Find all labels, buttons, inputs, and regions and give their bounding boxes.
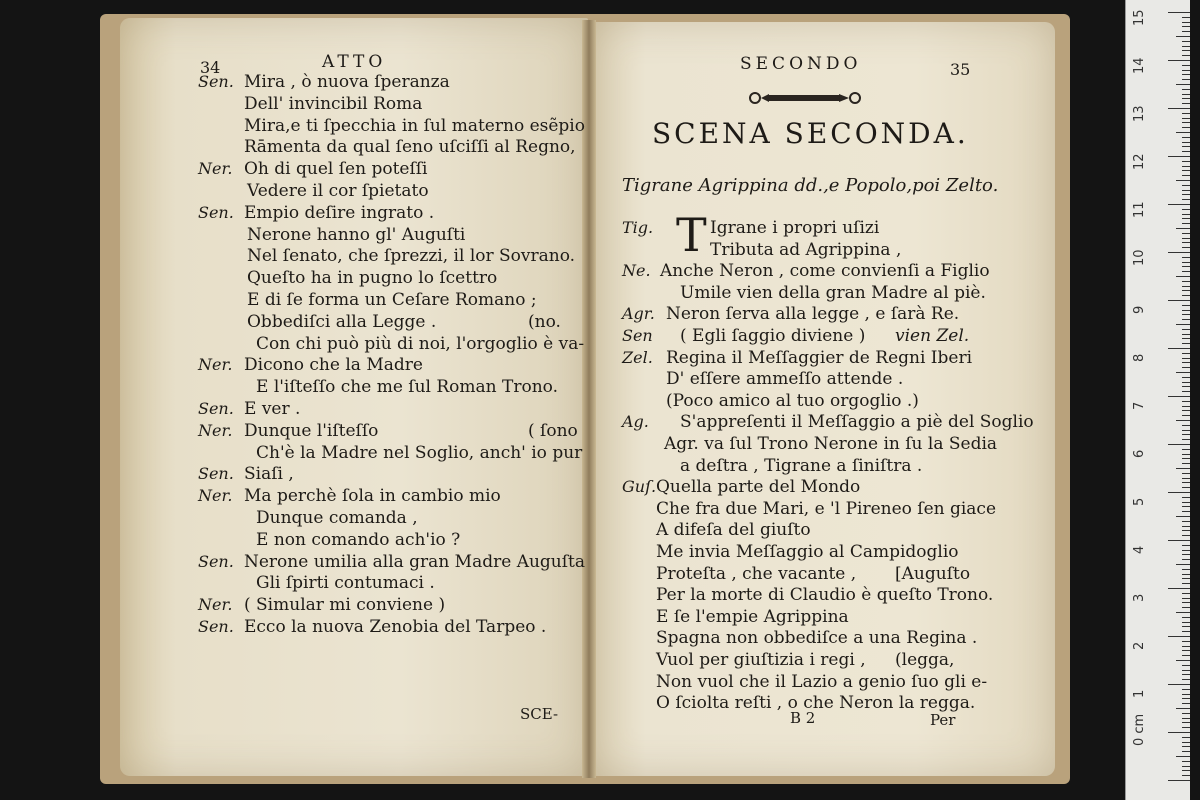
verse-line: Neron ſerva alla legge , e ſarà Re. (666, 304, 960, 325)
ruler-tick (1182, 574, 1190, 575)
ruler-tick (1182, 401, 1190, 402)
ruler-tick (1182, 377, 1190, 378)
speaker-label: Sen (622, 326, 653, 345)
ruler-tick (1182, 425, 1190, 426)
verse-line: Queſto ha in pugno lo ſcettro (247, 268, 498, 289)
verse-line: Vedere il cor ſpietato (247, 181, 429, 201)
right-catchword: Per (930, 711, 956, 729)
ruler-tick (1182, 775, 1190, 776)
ruler-tick (1182, 238, 1190, 239)
ruler-label: 11 (1132, 201, 1147, 218)
ruler-tick (1182, 199, 1190, 200)
speaker-label: Zel. (622, 347, 653, 367)
ruler-tick (1176, 564, 1190, 565)
verse-line: Umile vien della gran Madre al piè. (680, 282, 986, 303)
ruler-tick (1182, 583, 1190, 584)
ruler-tick (1182, 142, 1190, 143)
ruler-tick (1176, 324, 1190, 325)
ruler-tick (1182, 439, 1190, 440)
speaker-label: Ner. (198, 595, 233, 615)
verse-line: Rāmenta da qual ſeno uſciſſi al Regno, (244, 137, 576, 158)
ruler-label: 4 (1132, 545, 1147, 554)
ruler-tick (1182, 79, 1190, 80)
verse-line: Vuol per giuſtizia i regi , (656, 650, 866, 670)
ruler-tick (1182, 118, 1190, 119)
ruler-tick (1168, 444, 1190, 445)
ruler-tick (1182, 185, 1190, 186)
speaker-label: Ne. (622, 261, 651, 281)
ruler-tick (1182, 103, 1190, 104)
speaker-label: Sen. (198, 72, 234, 91)
ruler-tick (1176, 468, 1190, 469)
ruler-tick (1182, 137, 1190, 138)
verse-line: Ma perchè ſola in cambio mio (244, 486, 501, 507)
ruler-tick (1182, 713, 1190, 714)
verse-aside: vien Zel. (895, 326, 970, 346)
verse-line: Nerone umilia alla gran Madre Auguſta (244, 551, 586, 572)
verse-line: Proteſta , che vacante , (656, 563, 857, 584)
speaker-label: Sen. (198, 202, 234, 222)
ruler-tick (1182, 286, 1190, 287)
verse-line: Mira , ò nuova ſperanza (244, 72, 450, 92)
verse-line: Anche Neron , come convienſi a Figlio (660, 261, 990, 282)
ruler-tick (1182, 526, 1190, 527)
ruler-tick (1182, 146, 1190, 147)
ruler-tick (1176, 372, 1190, 373)
ruler-label: 8 (1132, 353, 1147, 362)
ruler-label: 0 cm (1132, 713, 1147, 746)
page-signature: B 2 (790, 709, 816, 727)
ruler-label: 12 (1132, 153, 1147, 170)
drop-cap: T (676, 208, 707, 262)
speaker-label: Agr. (622, 304, 655, 324)
speaker-label: Tig. (622, 218, 654, 237)
ruler-tick (1182, 329, 1190, 330)
ruler-tick (1182, 766, 1190, 767)
left-catchword: SCE- (520, 705, 559, 723)
ruler-tick (1182, 670, 1190, 671)
ruler-label: 15 (1132, 9, 1147, 26)
ruler-tick (1182, 631, 1190, 632)
ruler-tick (1168, 60, 1190, 61)
ruler-tick (1182, 358, 1190, 359)
ruler-tick (1182, 343, 1190, 344)
right-page-number: 35 (950, 60, 971, 79)
ruler-label: 3 (1132, 593, 1147, 602)
verse-line: Agr. va ſul Trono Nerone in ſu la Sedia (664, 434, 998, 454)
verse-line: Tributa ad Agrippina , (710, 239, 902, 260)
ruler-tick (1182, 545, 1190, 546)
verse-line: Nerone hanno gl' Auguſti (247, 224, 466, 245)
verse-line: D' eſſere ammeſſo attende . (666, 369, 904, 390)
verse-line: Ch'è la Madre nel Soglio, anch' io pur (256, 442, 583, 463)
verse-line: E di ſe forma un Ceſare Romano ; (247, 290, 537, 310)
speaker-label: Ner. (198, 486, 233, 506)
ruler-tick (1182, 430, 1190, 431)
ruler-tick (1182, 98, 1190, 99)
verse-aside: (no. (528, 311, 561, 332)
ruler-tick (1168, 396, 1190, 397)
ruler-tick (1182, 569, 1190, 570)
ruler-tick (1182, 46, 1190, 47)
ruler-tick (1182, 727, 1190, 728)
verse-line: Quella parte del Mondo (656, 477, 861, 498)
ruler-tick (1182, 449, 1190, 450)
ruler-tick (1182, 473, 1190, 474)
verse-line: Dell' invincibil Roma (244, 93, 423, 114)
ruler-tick (1182, 151, 1190, 152)
ruler-tick (1182, 506, 1190, 507)
ruler-tick (1182, 31, 1190, 32)
ruler-tick (1182, 559, 1190, 560)
ruler-tick (1182, 458, 1190, 459)
verse-line: Per la morte di Claudio è queſto Trono. (656, 585, 994, 606)
ruler-tick (1182, 497, 1190, 498)
ruler-tick (1182, 257, 1190, 258)
ruler-tick (1182, 761, 1190, 762)
ruler-tick (1182, 511, 1190, 512)
ruler-tick (1182, 194, 1190, 195)
ruler-tick (1182, 391, 1190, 392)
ruler-tick (1182, 689, 1190, 690)
verse-line: Che fra due Mari, e 'l Pireneo ſen giace (656, 498, 997, 519)
ruler-tick (1168, 732, 1190, 733)
ruler-tick (1182, 41, 1190, 42)
verse-aside: ( ſono (528, 420, 578, 441)
verse-line: O ſciolta reſti , o che Neron la regga. (656, 693, 976, 714)
ruler-tick (1182, 166, 1190, 167)
ruler-tick (1176, 36, 1190, 37)
verse-line: Igrane i propri uſizi (710, 218, 880, 238)
verse-line: A difeſa del giuſto (656, 520, 811, 541)
ruler-tick (1182, 482, 1190, 483)
ruler-tick (1182, 746, 1190, 747)
ruler-tick (1182, 751, 1190, 752)
ruler-tick (1182, 535, 1190, 536)
speaker-label: Guſ. (622, 477, 657, 497)
verse-line: Dunque l'iſteſſo (244, 420, 379, 441)
speaker-label: Sen. (198, 551, 234, 571)
verse-line: Obbediſci alla Legge . (247, 311, 437, 332)
ruler-tick (1182, 161, 1190, 162)
ruler-tick (1182, 26, 1190, 27)
verse-line: Dunque comanda , (256, 508, 418, 528)
ruler-tick (1182, 74, 1190, 75)
ruler-tick (1182, 305, 1190, 306)
left-page-number: 34 (200, 58, 221, 77)
ruler-tick (1168, 636, 1190, 637)
ruler-tick (1168, 492, 1190, 493)
ruler-tick (1182, 281, 1190, 282)
ruler-tick (1182, 262, 1190, 263)
ruler-tick (1176, 612, 1190, 613)
verse-line: Empio deſire ingrato . (244, 202, 435, 223)
speaker-label: Ner. (198, 420, 233, 440)
ruler-tick (1182, 722, 1190, 723)
ruler-tick (1182, 617, 1190, 618)
ruler-tick (1182, 314, 1190, 315)
ruler-tick (1182, 593, 1190, 594)
ruler-tick (1182, 478, 1190, 479)
ruler-tick (1182, 271, 1190, 272)
ruler-tick (1182, 170, 1190, 171)
ruler-tick (1182, 626, 1190, 627)
ruler-tick (1182, 598, 1190, 599)
verse-line: Siaſi , (244, 464, 294, 485)
ruler-tick (1182, 94, 1190, 95)
ruler-tick (1176, 132, 1190, 133)
ruler-tick (1182, 650, 1190, 651)
ruler-tick (1182, 674, 1190, 675)
speaker-label: Sen. (198, 399, 234, 418)
ruler-tick (1182, 17, 1190, 18)
verse-line: E ver . (244, 399, 301, 419)
ruler-label: 13 (1132, 105, 1147, 122)
ruler-tick (1176, 756, 1190, 757)
ruler-tick (1182, 382, 1190, 383)
speaker-label: Sen. (198, 464, 234, 484)
ruler-tick (1182, 310, 1190, 311)
ruler-tick (1176, 660, 1190, 661)
ruler-tick (1182, 334, 1190, 335)
ruler-tick (1182, 434, 1190, 435)
ruler-tick (1182, 641, 1190, 642)
decorative-ornament-icon (745, 90, 865, 106)
ruler-tick (1182, 247, 1190, 248)
left-running-head: ATTO (322, 52, 387, 72)
ruler-tick (1182, 362, 1190, 363)
verse-line: Non vuol che il Lazio a genio ſuo gli e- (656, 671, 988, 692)
ruler-tick (1182, 65, 1190, 66)
ruler-label: 1 (1132, 689, 1147, 698)
ruler-label: 5 (1132, 497, 1147, 506)
scene-persons: Tigrane Agrippina dd.,e Popolo,poi Zelto. (622, 175, 999, 196)
ruler-tick (1176, 180, 1190, 181)
ruler-tick (1182, 223, 1190, 224)
ruler-tick (1182, 602, 1190, 603)
verse-line: E l'iſteſſo che me ſul Roman Trono. (256, 377, 558, 398)
ruler-tick (1168, 588, 1190, 589)
verse-line: ( Egli ſaggio diviene ) (680, 326, 866, 346)
ruler-tick (1182, 406, 1190, 407)
ruler-tick (1182, 22, 1190, 23)
ruler-tick (1182, 242, 1190, 243)
verse-line: Regina il Meſſaggier de Regni Iberi (666, 347, 973, 368)
verse-line: Con chi può più di noi, l'orgoglio è va- (256, 333, 585, 354)
verse-line: Nel ſenato, che ſprezzi, il lor Sovrano. (247, 246, 576, 267)
right-running-head: SECONDO (740, 54, 862, 74)
verse-line: Oh di quel ſen poteſſi (244, 159, 428, 180)
ruler-tick (1182, 694, 1190, 695)
ruler-tick (1168, 348, 1190, 349)
ruler-tick (1182, 487, 1190, 488)
ruler-tick (1182, 175, 1190, 176)
ruler-tick (1182, 665, 1190, 666)
ruler-tick (1182, 578, 1190, 579)
ruler-tick (1182, 550, 1190, 551)
ruler-tick (1182, 646, 1190, 647)
ruler-tick (1182, 521, 1190, 522)
ruler-tick (1182, 55, 1190, 56)
ruler-tick (1176, 420, 1190, 421)
ruler-tick (1182, 218, 1190, 219)
ruler-tick (1182, 266, 1190, 267)
ruler-tick (1182, 737, 1190, 738)
ruler-tick (1168, 300, 1190, 301)
verse-line: Ecco la nuova Zenobia del Tarpeo . (244, 617, 547, 637)
ruler-tick (1182, 698, 1190, 699)
ruler-tick (1182, 122, 1190, 123)
ruler-tick (1182, 502, 1190, 503)
ruler-tick (1168, 780, 1190, 781)
ruler-tick (1182, 50, 1190, 51)
scene-title: SCENA SECONDA. (652, 117, 969, 150)
ruler-tick (1182, 367, 1190, 368)
ruler-tick (1182, 190, 1190, 191)
verse-line: Dicono che la Madre (244, 355, 423, 376)
ruler-tick (1182, 89, 1190, 90)
ruler-tick (1182, 233, 1190, 234)
ruler-tick (1182, 679, 1190, 680)
speaker-label: Ner. (198, 355, 233, 375)
ruler-tick (1182, 703, 1190, 704)
ruler-tick (1182, 607, 1190, 608)
ruler-tick (1168, 108, 1190, 109)
ruler-tick (1176, 228, 1190, 229)
ruler-tick (1182, 127, 1190, 128)
ruler-tick (1182, 338, 1190, 339)
ruler-tick (1182, 463, 1190, 464)
ruler-tick (1168, 684, 1190, 685)
verse-line: Mira,e ti ſpecchia in ſul materno esẽpio (244, 115, 585, 136)
ruler-tick (1182, 353, 1190, 354)
ruler-label: 10 (1132, 249, 1147, 266)
speaker-label: Ner. (198, 159, 233, 179)
ruler-tick (1182, 554, 1190, 555)
ruler-tick (1182, 770, 1190, 771)
ruler-tick (1176, 516, 1190, 517)
ruler-tick (1182, 319, 1190, 320)
ruler-tick (1182, 655, 1190, 656)
ruler-tick (1182, 530, 1190, 531)
ruler-tick (1182, 410, 1190, 411)
ruler-tick (1182, 209, 1190, 210)
ruler-tick (1182, 295, 1190, 296)
ruler-tick (1168, 204, 1190, 205)
verse-line: E non comando ach'io ? (256, 529, 461, 550)
ruler-label: 9 (1132, 305, 1147, 314)
ruler-tick (1176, 84, 1190, 85)
ruler-tick (1182, 622, 1190, 623)
ruler-tick (1168, 156, 1190, 157)
ruler-tick (1168, 252, 1190, 253)
ruler-tick (1182, 386, 1190, 387)
ruler-tick (1176, 276, 1190, 277)
ruler-tick (1182, 718, 1190, 719)
verse-line: ( Simular mi conviene ) (244, 595, 446, 616)
verse-aside: (legga, (895, 650, 955, 670)
ruler-tick (1168, 12, 1190, 13)
ruler-label: 2 (1132, 641, 1147, 650)
ruler-tick (1176, 708, 1190, 709)
verse-line: Me invia Meſſaggio al Campidoglio (656, 542, 959, 562)
ruler-tick (1182, 454, 1190, 455)
ruler-tick (1168, 540, 1190, 541)
speaker-label: Sen. (198, 617, 234, 636)
speaker-label: Ag. (622, 412, 649, 432)
verse-aside: [Auguſto (895, 563, 971, 584)
measurement-ruler (1125, 0, 1190, 800)
verse-line: S'appreſenti il Meſſaggio a piè del Soglio (680, 412, 1034, 433)
ruler-tick (1182, 415, 1190, 416)
ruler-tick (1182, 742, 1190, 743)
verse-line: a deſtra , Tigrane a ſiniſtra . (680, 455, 923, 476)
ruler-tick (1182, 214, 1190, 215)
ruler-tick (1182, 70, 1190, 71)
verse-line: Spagna non obbediſce a una Regina . (656, 628, 978, 649)
ruler-label: 14 (1132, 57, 1147, 74)
ruler-label: 6 (1132, 449, 1147, 458)
ruler-tick (1182, 290, 1190, 291)
verse-line: Gli ſpirti contumaci . (256, 573, 435, 594)
verse-line: E ſe l'empie Agrippina (656, 606, 849, 627)
ruler-tick (1182, 113, 1190, 114)
ruler-label: 7 (1132, 401, 1147, 410)
verse-line: (Poco amico al tuo orgoglio .) (666, 390, 919, 411)
